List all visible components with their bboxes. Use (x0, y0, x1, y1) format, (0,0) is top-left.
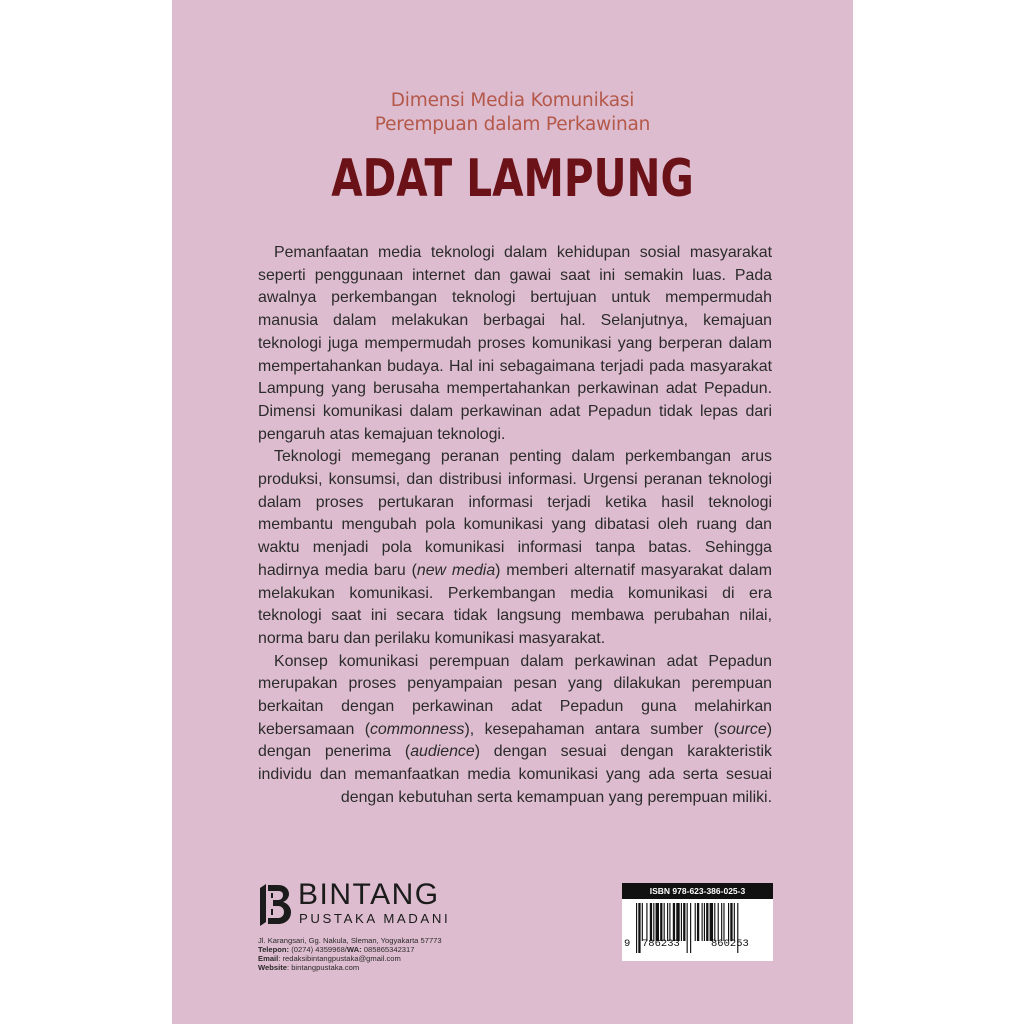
barcode-bar (734, 903, 735, 941)
barcode-bar (706, 903, 708, 941)
barcode-bar (710, 903, 713, 941)
synopsis-paragraph-2 (258, 446, 772, 650)
barcode-bar (656, 903, 659, 941)
paragraph-3-text-c: ) dengan penerima ( (258, 720, 772, 761)
paragraph-3-text-a: Konsep komunikasi perempuan dalam perkawinan adat Pepadun merupakan proses penyampaian pesan yang dilakukan perempuan berkaitan dengan perkawinan adat Pepadun guna melahirkan kebersamaan ( (258, 652, 772, 738)
publisher-tagline: PUSTAKA MADANI (299, 911, 451, 926)
barcode-bar (683, 903, 685, 941)
barcode-bar (669, 903, 670, 941)
barcode-digits-right: 860253 (711, 938, 749, 950)
barcode-digit-first: 9 (624, 938, 631, 950)
barcode-bar (714, 903, 715, 941)
barcode-bar (702, 903, 703, 941)
barcode-bar (636, 903, 637, 953)
term-audience: audience (410, 743, 475, 761)
paragraph-2-text-b: ) memberi alternatif masyarakat dalam melakukan komunikasi. Perkembangan media komunikasi di era teknologi saat ini secara tidak langsung membawa perubahan nilai, norma baru dan perilaku komunikasi masyarakat. (258, 561, 772, 647)
synopsis (258, 242, 772, 810)
barcode-bar (687, 903, 688, 953)
barcode-bar (660, 903, 662, 941)
book-back-cover (172, 0, 853, 1024)
barcode-bar (673, 903, 675, 941)
barcode-bar (695, 903, 696, 941)
barcode-bar (721, 903, 722, 941)
term-new-media: new media (416, 561, 496, 579)
isbn-label: ISBN 978-623-386-025-3 (622, 883, 773, 899)
publisher-name: BINTANG (298, 878, 440, 911)
barcode-bar (653, 903, 654, 941)
barcode-bar (697, 903, 699, 941)
barcode-bar (676, 903, 679, 941)
publisher-contact (258, 936, 518, 972)
barcode (622, 899, 773, 961)
barcode-bar (664, 903, 665, 941)
book-b-logo-icon (258, 882, 292, 928)
book-title: ADAT LAMPUNG (331, 149, 694, 209)
subtitle-line-1: Dimensi Media Komunikasi (390, 90, 635, 111)
publisher-website: Website: bintangpustaka.com (258, 963, 360, 973)
barcode-bar (718, 903, 719, 941)
term-source: source (719, 720, 767, 738)
isbn-barcode-block (622, 883, 773, 961)
term-commonness: commonness (369, 720, 465, 738)
synopsis-paragraph-3 (258, 651, 772, 810)
paragraph-3-text-d: ) dengan sesuai dengan karakteristik individu dan memanfaatkan media komunikasi yang ada serta sesuai dengan kebutuhan serta kemampuan yang perempuan miliki. (258, 743, 772, 806)
paragraph-3-text-b: ), kesepahaman antara sumber ( (464, 720, 719, 738)
barcode-bar (730, 903, 732, 941)
barcode-bar (646, 903, 647, 941)
synopsis-paragraph-1: Pemanfaatan media teknologi dalam kehidupan sosial masyarakat seperti penggunaan internet dan gawai saat ini semakin luas. Pada awalnya perkembangan teknologi bertujuan untuk mempermudah manusia dalam melakukan berbagai hal. Selanjutnya, kemajuan teknologi juga mempermudah proses komunikasi yang berperan dalam mempertahankan budaya. Hal ini sebagaimana terjadi pada masyarakat Lampung yang berusaha mempertahankan perkawinan adat Pepadun. Dimensi komunikasi dalam perkawinan adat Pepadun tidak lepas dari pengaruh atas kemajuan teknologi. (258, 244, 772, 443)
subtitle-line-2: Perempuan dalam Perkawinan (374, 114, 651, 135)
publisher-address: Jl. Karangsari, Gg. Nakula, Sleman, Yogyakarta 57773 (258, 936, 442, 945)
publisher-phone: Telepon: (0274) 4359968/WA: 085865342317 (258, 945, 415, 955)
barcode-bar (723, 903, 724, 941)
barcode-bars (622, 899, 773, 961)
publisher-email: Email: redaksibintangpustaka@gmail.com (258, 954, 401, 964)
barcode-digits-left: 786233 (642, 938, 680, 950)
paragraph-2-text-a: Teknologi memegang peranan penting dalam perkembangan arus produksi, konsumsi, dan distribusi informasi. Urgensi peranan teknologi dalam proses pertukaran informasi terjadi ketika hasil teknologi membantu mengubah pola komunikasi yang dibatasi oleh ruang dan waktu menjadi pola komunikasi informasi tanpa batas. Sehingga hadirnya media baru ( (258, 448, 772, 579)
barcode-bar (667, 903, 668, 941)
publisher-block (258, 880, 518, 980)
barcode-bar (690, 903, 691, 953)
barcode-bar (650, 903, 652, 941)
barcode-bar (681, 903, 682, 941)
barcode-bar (704, 903, 705, 941)
barcode-bar (728, 903, 729, 941)
barcode-bar (642, 903, 643, 941)
barcode-bar (638, 903, 640, 953)
